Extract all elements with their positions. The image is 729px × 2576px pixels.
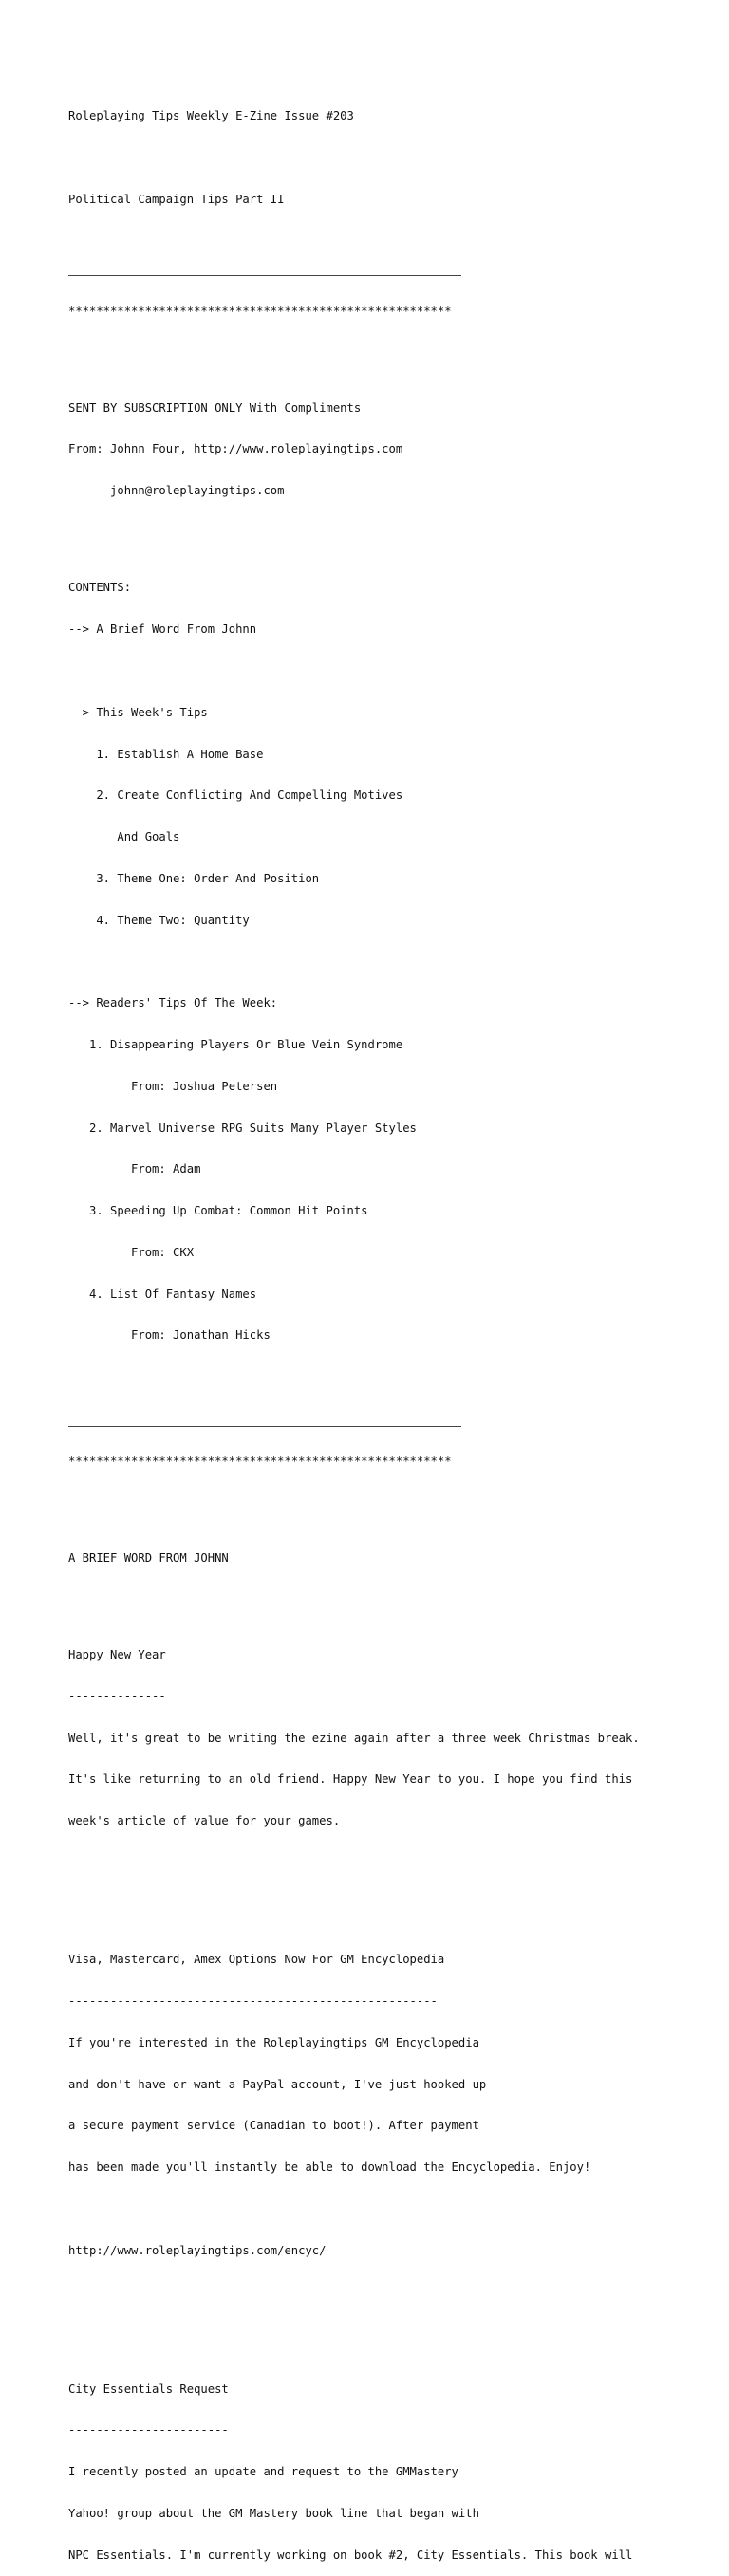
tip-item: 3. Theme One: Order And Position — [68, 871, 320, 885]
spacer — [68, 345, 714, 360]
visa-heading: Visa, Mastercard, Amex Options Now For GM Encyclopedia — [68, 1953, 445, 1967]
paragraph-line: week's article of value for your games. — [68, 1814, 341, 1828]
spacer — [68, 664, 714, 678]
paragraph-line: has been made you'll instantly be able to download the Encyclopedia. Enjoy! — [68, 2160, 591, 2175]
section-heading-brief-word: A BRIEF WORD FROM JOHNN — [68, 1550, 229, 1565]
paragraph-line: Well, it's great to be writing the ezine again after a three week Christmas break. — [68, 1731, 640, 1745]
city-essentials-heading: City Essentials Request — [68, 2381, 229, 2396]
spacer — [68, 2326, 714, 2341]
reader-tip-author: From: Adam — [68, 1162, 201, 1177]
tip-item: 2. Create Conflicting And Compelling Motives — [68, 788, 403, 803]
paragraph-line: and don't have or want a PayPal account, I've just hooked up — [68, 2077, 487, 2091]
paragraph-line: NPC Essentials. I'm currently working on book #2, City Essentials. This book will — [68, 2548, 633, 2562]
spacer — [68, 2202, 714, 2216]
spacer — [68, 234, 714, 249]
spacer — [68, 1370, 714, 1384]
spacer — [68, 151, 714, 165]
paragraph-line: It's like returning to an old friend. Happy New Year to you. I hope you find this — [68, 1772, 633, 1787]
reader-tip-author: From: CKX — [68, 1245, 195, 1259]
happy-new-year-heading: Happy New Year — [68, 1648, 166, 1662]
heading-underline: ----------------------------------------------------- — [68, 1993, 438, 2008]
reader-tip-author: From: Jonathan Hicks — [68, 1328, 271, 1343]
ezine-document — [68, 82, 714, 2576]
from-line: From: Johnn Four, http://www.roleplayingtips.com — [68, 442, 403, 456]
spacer — [68, 954, 714, 969]
tip-item: 4. Theme Two: Quantity — [68, 913, 250, 927]
contents-item-weeks-tips: --> This Week's Tips — [68, 705, 208, 719]
paragraph-line: a secure payment service (Canadian to boot!). After payment — [68, 2119, 479, 2133]
reader-tip-item: 2. Marvel Universe RPG Suits Many Player Styles — [68, 1121, 417, 1135]
spacer — [68, 1496, 714, 1510]
tip-item: 1. Establish A Home Base — [68, 747, 264, 761]
email-line: johnn@roleplayingtips.com — [68, 484, 285, 498]
spacer — [68, 2285, 714, 2299]
reader-tip-author: From: Joshua Petersen — [68, 1079, 278, 1093]
contents-item-readers-tips: --> Readers' Tips Of The Week: — [68, 996, 278, 1010]
paragraph-line: I recently posted an update and request to the GMMastery — [68, 2465, 458, 2479]
star-divider: ******************************************************* — [68, 1454, 452, 1468]
reader-tip-item: 1. Disappearing Players Or Blue Vein Syndrome — [68, 1037, 403, 1051]
reader-tip-item: 3. Speeding Up Combat: Common Hit Points — [68, 1204, 368, 1218]
spacer — [68, 1898, 714, 1912]
paragraph-line: If you're interested in the Roleplayingtips GM Encyclopedia — [68, 2035, 479, 2049]
divider-rule — [68, 275, 461, 276]
contents-heading: CONTENTS: — [68, 581, 132, 595]
divider-rule — [68, 1426, 461, 1427]
paragraph-line: Yahoo! group about the GM Mastery book line that began with — [68, 2506, 479, 2520]
reader-tip-item: 4. List Of Fantasy Names — [68, 1287, 257, 1301]
subscription-line: SENT BY SUBSCRIPTION ONLY With Compliments — [68, 400, 362, 415]
tip-item: And Goals — [68, 830, 180, 844]
encyclopedia-url: http://www.roleplayingtips.com/encyc/ — [68, 2243, 327, 2257]
heading-underline: -------------- — [68, 1689, 166, 1703]
ezine-title: Roleplaying Tips Weekly E-Zine Issue #203 — [68, 109, 354, 123]
spacer — [68, 1856, 714, 1870]
star-divider: ******************************************************* — [68, 304, 452, 318]
ezine-subtitle: Political Campaign Tips Part II — [68, 192, 285, 206]
contents-item-brief-word: --> A Brief Word From Johnn — [68, 622, 257, 637]
spacer — [68, 526, 714, 540]
spacer — [68, 1593, 714, 1607]
heading-underline: ----------------------- — [68, 2423, 229, 2437]
